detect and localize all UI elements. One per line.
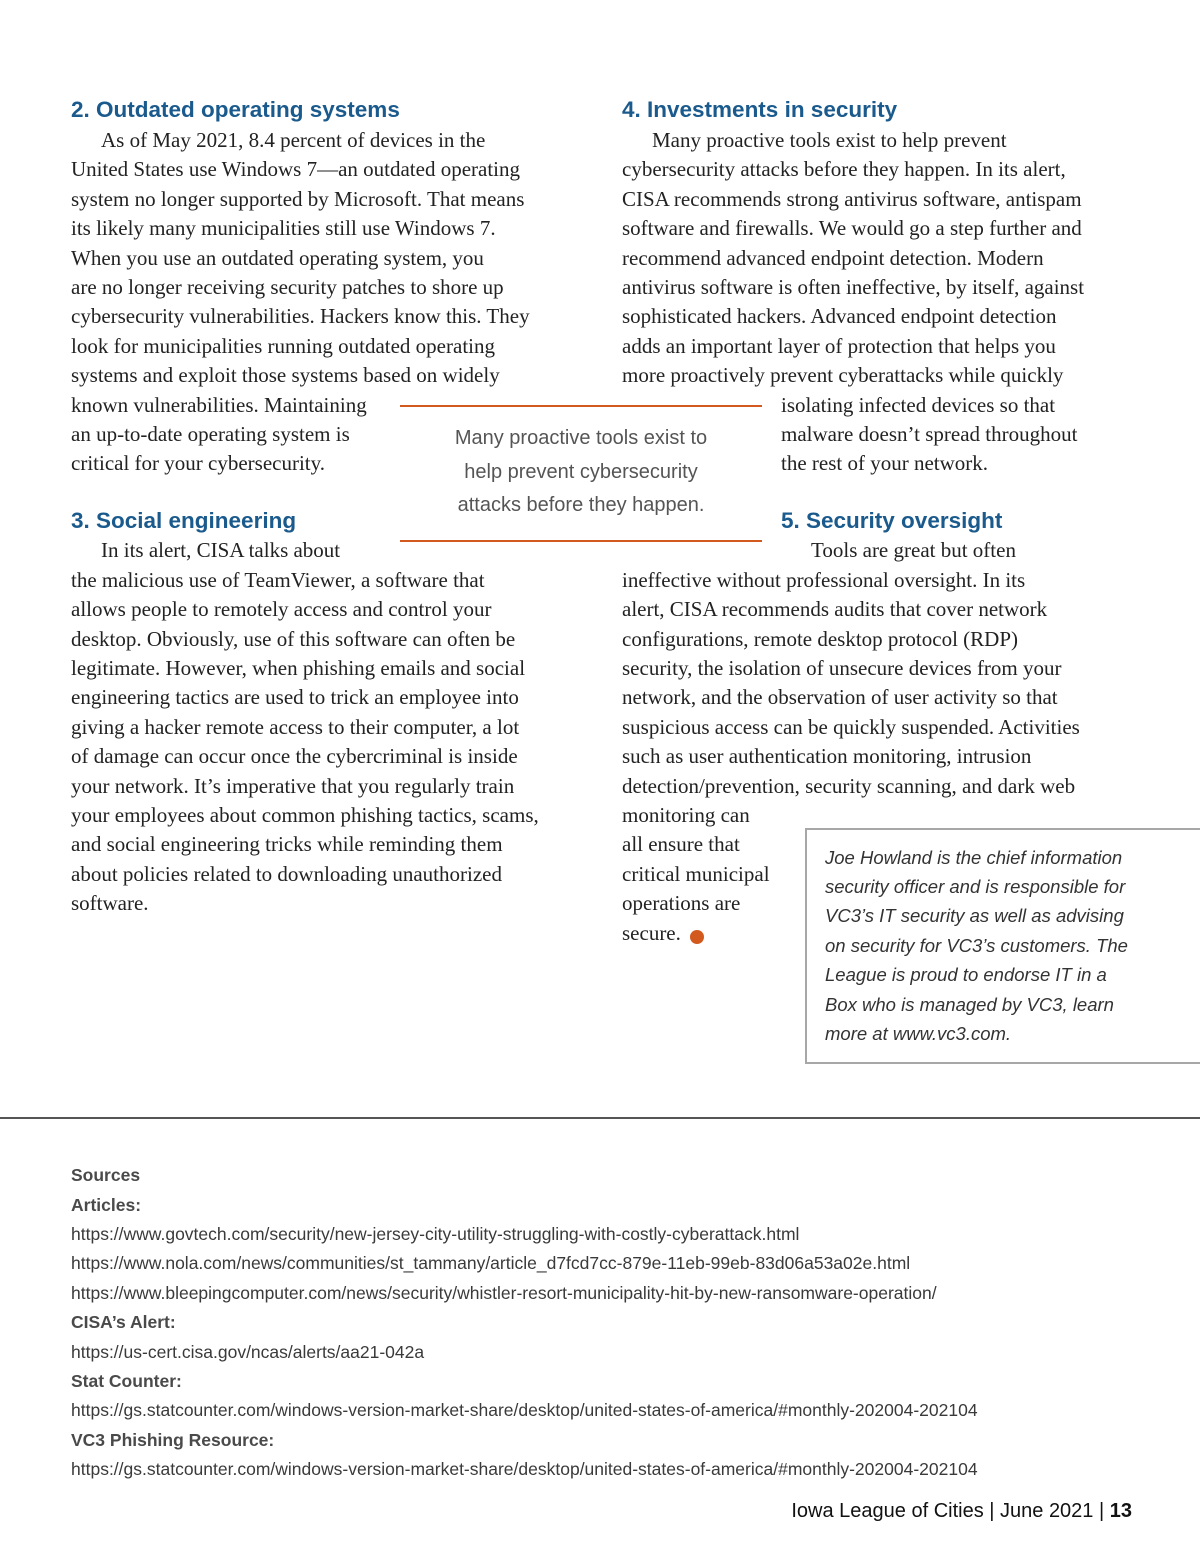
body-line: alert, CISA recommends audits that cover network <box>622 597 1048 621</box>
body-line: and social engineering tricks while reminding them <box>71 832 503 856</box>
body-line: allows people to remotely access and control your <box>71 597 492 621</box>
cisa-alert-label: CISA’s Alert: <box>71 1312 176 1332</box>
body-line: giving a hacker remote access to their computer, a lot <box>71 715 520 739</box>
page-footer <box>791 1497 1132 1525</box>
pull-quote-line: attacks before they happen. <box>457 494 705 516</box>
author-bio-line: VC3’s IT security as well as advising <box>825 905 1124 926</box>
body-line: secure. <box>622 921 681 945</box>
body-line: legitimate. However, when phishing emails and social <box>71 656 526 680</box>
author-bio-line: more at www.vc3.com. <box>825 1023 1012 1044</box>
body-line: about policies related to downloading unauthorized <box>71 862 502 886</box>
body-line: known vulnerabilities. Maintaining <box>71 393 367 417</box>
stat-counter-label: Stat Counter: <box>71 1371 182 1391</box>
source-link[interactable]: https://www.govtech.com/security/new-jersey-city-utility-struggling-with-costly-cyberattack.html <box>71 1224 800 1244</box>
body-line: are no longer receiving security patches to shore up <box>71 275 504 299</box>
page-number: 13 <box>1109 1500 1132 1522</box>
heading-outdated-os: 2. Outdated operating systems <box>71 97 400 122</box>
body-line: software and firewalls. We would go a step further and <box>622 216 1082 240</box>
body-line: isolating infected devices so that <box>781 393 1056 417</box>
heading-investments: 4. Investments in security <box>622 97 898 122</box>
body-line: critical municipal <box>622 862 770 886</box>
section-divider <box>0 1117 1200 1119</box>
body-line: United States use Windows 7—an outdated operating <box>71 157 521 181</box>
body-line: antivirus software is often ineffective, by itself, against <box>622 275 1085 299</box>
source-link[interactable]: https://gs.statcounter.com/windows-version-market-share/desktop/united-states-of-america/#monthly-202004-202104 <box>71 1400 978 1420</box>
body-line: system no longer supported by Microsoft. That means <box>71 187 525 211</box>
author-bio-line: Box who is managed by VC3, learn <box>825 994 1114 1015</box>
body-line: security, the isolation of unsecure devices from your <box>622 656 1062 680</box>
body-line: In its alert, CISA talks about <box>101 538 341 562</box>
author-bio-line: on security for VC3’s customers. The <box>825 935 1128 956</box>
body-line: engineering tactics are used to trick an employee into <box>71 685 519 709</box>
author-bio-line: Joe Howland is the chief information <box>825 847 1123 868</box>
body-line: ineffective without professional oversight. In its <box>622 568 1026 592</box>
body-line: the malicious use of TeamViewer, a software that <box>71 568 485 592</box>
body-line: malware doesn’t spread throughout <box>781 422 1078 446</box>
end-mark-dot-icon <box>690 930 704 944</box>
articles-label: Articles: <box>71 1195 142 1215</box>
body-line: adds an important layer of protection that helps you <box>622 334 1056 358</box>
source-link[interactable]: https://gs.statcounter.com/windows-version-market-share/desktop/united-states-of-america/#monthly-202004-202104 <box>71 1459 978 1479</box>
body-line: look for municipalities running outdated operating <box>71 334 495 358</box>
body-line: cybersecurity attacks before they happen. In its alert, <box>622 157 1066 181</box>
pull-quote-line: help prevent cybersecurity <box>464 461 698 483</box>
body-line: software. <box>71 891 149 915</box>
body-line: recommend advanced endpoint detection. Modern <box>622 246 1044 270</box>
body-line: more proactively prevent cyberattacks while quickly <box>622 363 1064 387</box>
author-bio-line: League is proud to endorse IT in a <box>825 964 1107 985</box>
footer-publication: Iowa League of Cities | June 2021 | <box>791 1500 1110 1522</box>
body-line: Tools are great but often <box>811 538 1016 562</box>
body-line: configurations, remote desktop protocol (RDP) <box>622 627 1019 651</box>
body-line: When you use an outdated operating system, you <box>71 246 484 270</box>
body-line: CISA recommends strong antivirus software, antispam <box>622 187 1082 211</box>
heading-social-engineering: 3. Social engineering <box>71 508 297 533</box>
body-line: your employees about common phishing tactics, scams, <box>71 803 539 827</box>
source-link[interactable]: https://us-cert.cisa.gov/ncas/alerts/aa21-042a <box>71 1342 425 1362</box>
body-line: cybersecurity vulnerabilities. Hackers know this. They <box>71 304 530 328</box>
body-line: an up-to-date operating system is <box>71 422 350 446</box>
body-line: such as user authentication monitoring, intrusion <box>622 744 1032 768</box>
pull-quote-line: Many proactive tools exist to <box>454 427 708 449</box>
pull-quote-bottom-rule <box>400 540 762 542</box>
body-line: suspicious access can be quickly suspended. Activities <box>622 715 1080 739</box>
body-line: As of May 2021, 8.4 percent of devices in the <box>101 128 486 152</box>
body-line: its likely many municipalities still use Windows 7. <box>71 216 496 240</box>
body-line: of damage can occur once the cybercriminal is inside <box>71 744 518 768</box>
body-line: the rest of your network. <box>781 451 989 475</box>
body-line: detection/prevention, security scanning, and dark web <box>622 774 1076 798</box>
pull-quote-top-rule <box>400 405 762 407</box>
body-line: network, and the observation of user activity so that <box>622 685 1058 709</box>
body-line: operations are <box>622 891 741 915</box>
body-line: systems and exploit those systems based on widely <box>71 363 500 387</box>
body-line: desktop. Obviously, use of this software can often be <box>71 627 516 651</box>
body-line: your network. It’s imperative that you regularly train <box>71 774 515 798</box>
body-line: monitoring can <box>622 803 750 827</box>
body-line: Many proactive tools exist to help prevent <box>652 128 1007 152</box>
source-link[interactable]: https://www.bleepingcomputer.com/news/security/whistler-resort-municipality-hit-by-new-ransomware-operation/ <box>71 1283 937 1303</box>
heading-security-oversight: 5. Security oversight <box>781 508 1003 533</box>
source-link[interactable]: https://www.nola.com/news/communities/st_tammany/article_d7fcd7cc-879e-11eb-99eb-83d06a53a02e.html <box>71 1253 911 1273</box>
body-line: critical for your cybersecurity. <box>71 451 326 475</box>
author-bio-line: security officer and is responsible for <box>825 876 1126 897</box>
vc3-phishing-label: VC3 Phishing Resource: <box>71 1430 275 1450</box>
body-line: all ensure that <box>622 832 740 856</box>
body-line: sophisticated hackers. Advanced endpoint detection <box>622 304 1057 328</box>
sources-title: Sources <box>71 1165 141 1185</box>
